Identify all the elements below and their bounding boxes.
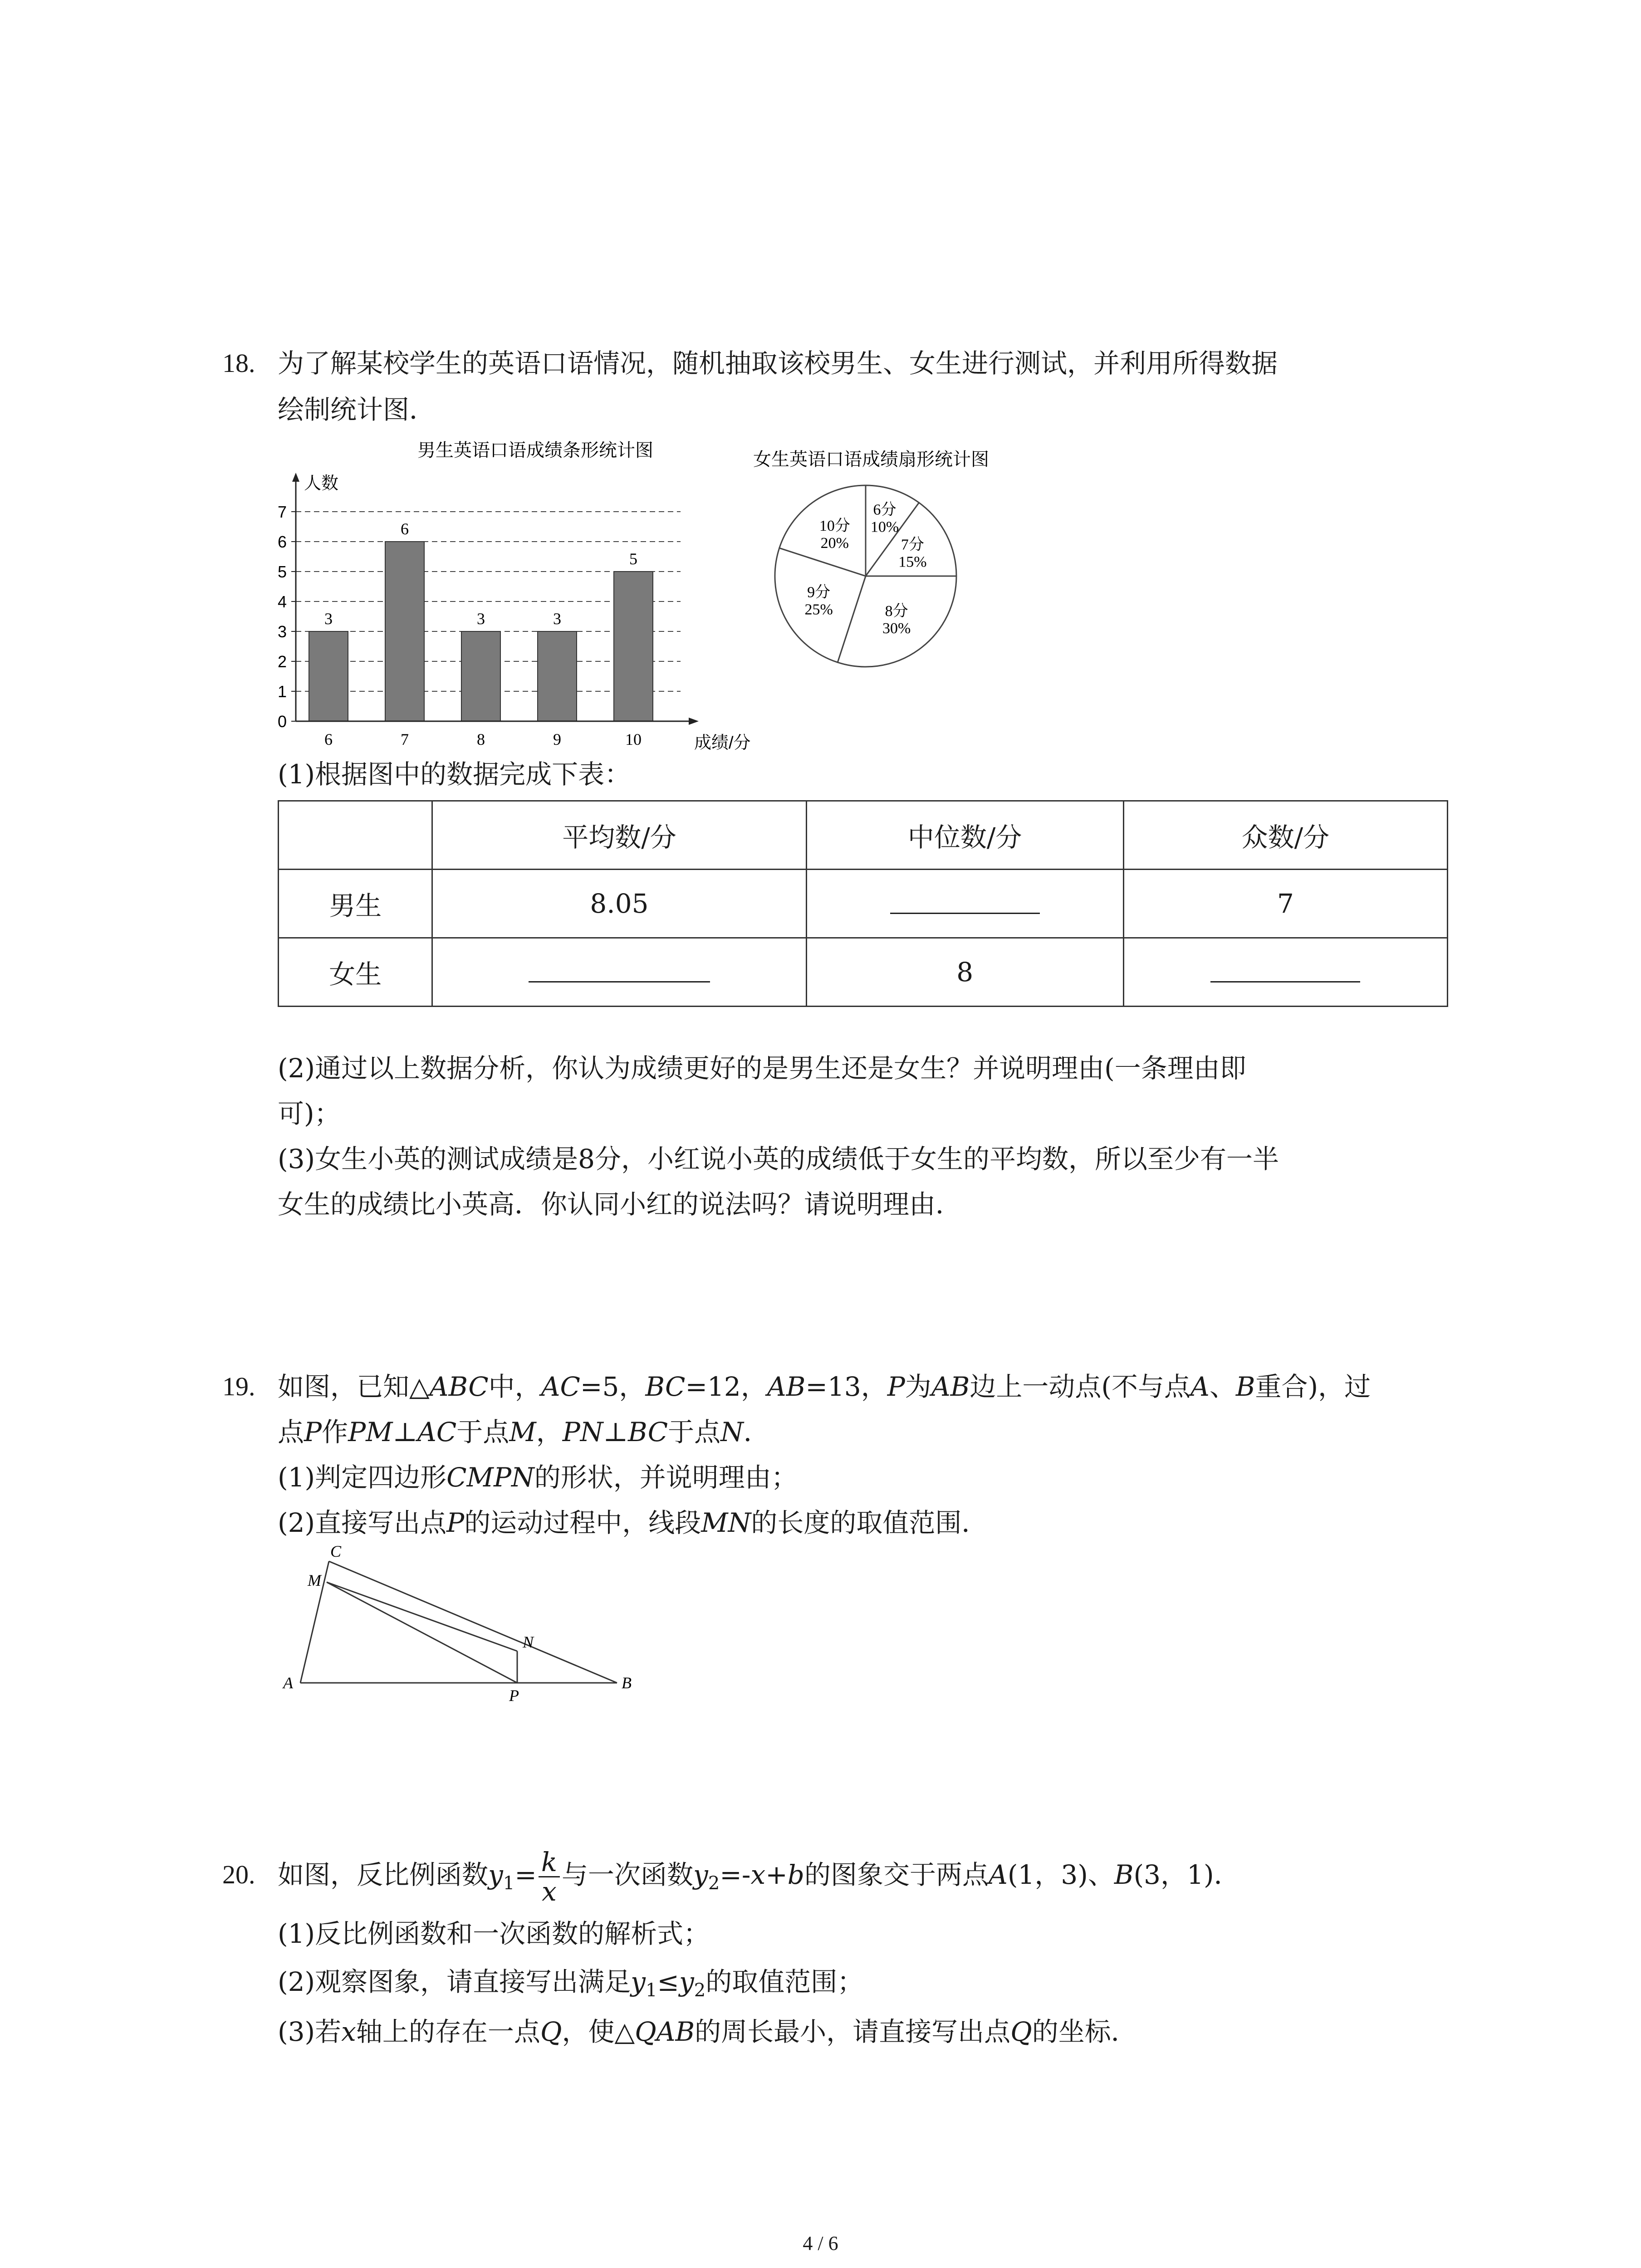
segment-MP bbox=[327, 1582, 517, 1683]
segment-CB bbox=[329, 1561, 617, 1683]
pie-chart-title: 女生英语口语成绩扇形统计图 bbox=[753, 450, 989, 469]
segment-MN bbox=[327, 1582, 517, 1651]
boys-mean: 8.05 bbox=[432, 870, 806, 938]
q20-sub3: (3)若x轴上的存在一点Q，使△QAB的周长最小，请直接写出点Q的坐标． bbox=[278, 2016, 1137, 2047]
table-header-row bbox=[279, 801, 1448, 870]
girls-mean-blank[interactable] bbox=[432, 938, 806, 1007]
boys-mode: 7 bbox=[1123, 870, 1447, 938]
label-B: B bbox=[622, 1674, 632, 1692]
bar bbox=[461, 631, 500, 721]
page-number: 4 / 6 bbox=[803, 2232, 838, 2254]
q20-sub2: (2)观察图象，请直接写出满足$y_1\le y_2$的取值范围； bbox=[278, 1966, 864, 2001]
bar-value-label: 5 bbox=[629, 550, 637, 568]
pie-slice-percent: 15% bbox=[898, 553, 927, 571]
pie-slice-label: 10分 bbox=[819, 518, 850, 535]
girls-pie-chart bbox=[721, 440, 1030, 676]
pie-slice-percent: 10% bbox=[870, 518, 899, 536]
y-axis-arrow bbox=[292, 473, 299, 482]
q20-sub1: (1)反比例函数和一次函数的解析式； bbox=[278, 1918, 710, 1949]
x-tick-label: 9 bbox=[553, 730, 561, 748]
q18-stem-line1: 为了解某校学生的英语口语情况，随机抽取该校男生、女生进行测试，并利用所得数据 bbox=[278, 348, 1278, 379]
bar bbox=[614, 572, 653, 721]
x-tick-label: 6 bbox=[324, 730, 333, 748]
q19-number: 19. bbox=[222, 1372, 255, 1401]
y-tick-label: 6 bbox=[277, 533, 287, 551]
q19-line2: 点P作PM⊥AC于点M，PN⊥BC于点N． bbox=[278, 1417, 770, 1447]
bar bbox=[538, 631, 577, 721]
pie-slice-percent: 30% bbox=[882, 620, 911, 637]
row-label-boys: 男生 bbox=[279, 870, 432, 938]
boys-median-blank[interactable] bbox=[806, 870, 1123, 938]
y-tick-label: 4 bbox=[277, 592, 287, 611]
label-N: N bbox=[523, 1633, 534, 1651]
x-tick-label: 10 bbox=[625, 730, 642, 748]
bar-value-label: 3 bbox=[324, 610, 333, 628]
y-tick-label: 1 bbox=[277, 682, 287, 701]
q20-stem: 如图，反比例函数$y_1=$ $\frac{k}{x}$ 与一次函数$y_2=-x+b$的图象交于两点A(1，3)、B(3，1)． bbox=[278, 1847, 1240, 1907]
fraction-k-over-x: $\frac{k}{x}$ bbox=[539, 1848, 560, 1906]
q19-sub1: (1)判定四边形CMPN的形状，并说明理由； bbox=[278, 1462, 798, 1493]
bar-value-label: 3 bbox=[553, 610, 561, 628]
table-corner-cell bbox=[279, 801, 432, 870]
table-header-median: 中位数/分 bbox=[806, 801, 1123, 870]
table-row-girls bbox=[279, 938, 1448, 1007]
label-A: A bbox=[283, 1674, 293, 1692]
pie-slice-label: 9分 bbox=[807, 584, 831, 601]
bar-value-label: 3 bbox=[477, 610, 485, 628]
q18-sub3-line2: 女生的成绩比小英高．你认同小红的说法吗？请说明理由． bbox=[278, 1189, 962, 1220]
y-tick-label: 5 bbox=[277, 562, 287, 581]
bar-value-label: 6 bbox=[401, 520, 409, 538]
triangle-figure bbox=[272, 1542, 644, 1706]
pie-slice-label: 6分 bbox=[873, 501, 896, 518]
y-tick-label: 7 bbox=[277, 503, 287, 521]
x-tick-label: 7 bbox=[401, 730, 409, 748]
boys-bar-chart bbox=[272, 431, 771, 758]
q19-sub2: (2)直接写出点P的运动过程中，线段MN的长度的取值范围． bbox=[278, 1507, 988, 1538]
q18-number: 18. bbox=[222, 348, 255, 378]
pie-slice-percent: 20% bbox=[820, 535, 849, 552]
bar-chart-title: 男生英语口语成绩条形统计图 bbox=[417, 440, 653, 460]
row-label-girls: 女生 bbox=[279, 938, 432, 1007]
label-M: M bbox=[308, 1571, 321, 1589]
q19-line1: 如图，已知△ABC中，AC=5，BC=12，AB=13，P为AB边上一动点(不与点A、B重合)，过 bbox=[278, 1371, 1371, 1402]
y-tick-label: 3 bbox=[277, 622, 287, 641]
q18-sub2-line2: 可)； bbox=[278, 1098, 341, 1129]
table-row-boys bbox=[279, 870, 1448, 938]
bar bbox=[385, 542, 424, 721]
q18-sub2-line1: (2)通过以上数据分析，你认为成绩更好的是男生还是女生？并说明理由(一条理由即 bbox=[278, 1053, 1246, 1084]
q18-sub1: (1)根据图中的数据完成下表： bbox=[278, 759, 631, 790]
x-axis-arrow bbox=[689, 718, 699, 725]
y-tick-label: 2 bbox=[277, 652, 287, 671]
table-header-mean: 平均数/分 bbox=[432, 801, 806, 870]
table-header-mode: 众数/分 bbox=[1123, 801, 1447, 870]
x-tick-label: 8 bbox=[477, 730, 485, 748]
pie-slice-label: 8分 bbox=[885, 602, 908, 620]
bar-chart-xlabel: 成绩/分 bbox=[694, 733, 751, 753]
label-C: C bbox=[330, 1542, 342, 1560]
q20-number: 20. bbox=[222, 1860, 255, 1889]
bar bbox=[309, 631, 348, 721]
y-tick-label: 0 bbox=[277, 712, 287, 731]
score-table bbox=[278, 800, 1448, 1007]
bar-chart-ylabel: 人数 bbox=[304, 474, 339, 493]
girls-mode-blank[interactable] bbox=[1123, 938, 1447, 1007]
q18-sub3-line1: (3)女生小英的测试成绩是8分，小红说小英的成绩低于女生的平均数，所以至少有一半 bbox=[278, 1144, 1279, 1174]
pie-slice-label: 7分 bbox=[901, 536, 924, 553]
label-P: P bbox=[509, 1686, 519, 1705]
pie-slice-percent: 25% bbox=[804, 601, 833, 618]
girls-median: 8 bbox=[806, 938, 1123, 1007]
q18-stem-line2: 绘制统计图． bbox=[278, 394, 436, 425]
